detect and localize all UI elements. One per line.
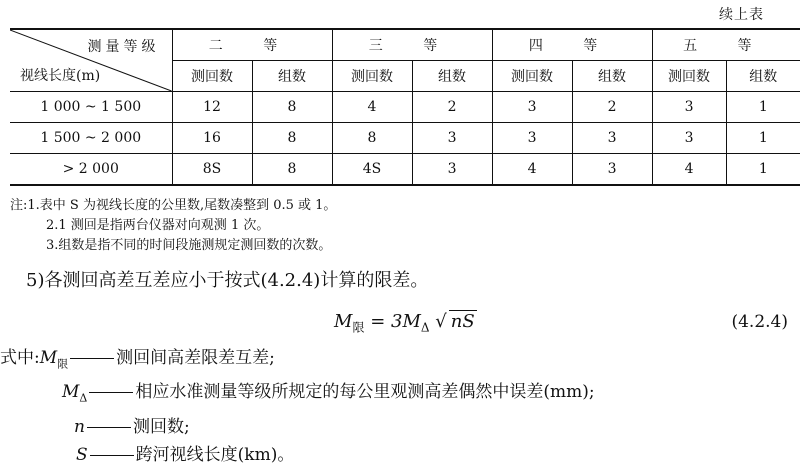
table-cell: 2: [412, 92, 492, 123]
em-dash: [89, 392, 133, 393]
standards-table: [10, 28, 800, 186]
formula-lhs-sub: 限: [352, 320, 365, 335]
sqrt-icon: √: [435, 311, 447, 332]
row-label: 1 500 ~ 2 000: [10, 123, 172, 154]
note-line: 注:1.表中 S 为视线长度的公里数,尾数凑整到 0.5 或 1。: [10, 198, 337, 213]
definition-symbol-sub: Δ: [79, 391, 88, 405]
sub-header-cell: 测回数: [492, 61, 572, 92]
table-cell: 4: [332, 92, 412, 123]
table-cell: 3: [652, 123, 726, 154]
table-cell: 8: [252, 123, 332, 154]
grade-header-3: 三 等: [332, 29, 492, 61]
definition-symbol: M: [62, 382, 80, 403]
grade-header-5: 五 等: [652, 29, 800, 61]
table-cell: 1: [726, 92, 800, 123]
table-cell: 8: [332, 123, 412, 154]
header-survey-grade: 测量等级: [87, 39, 160, 55]
sub-header-cell: 组数: [572, 61, 652, 92]
table-cell: 3: [412, 123, 492, 154]
definition-item: [0, 344, 595, 378]
table-cell: 8S: [172, 154, 252, 186]
sqrt-content: nS: [450, 311, 475, 332]
formula-lhs: M: [334, 311, 353, 332]
definition-item: [0, 441, 595, 469]
definition-symbol-sub: 限: [57, 357, 69, 371]
sub-header-cell: 组数: [726, 61, 800, 92]
table-cell: 3: [572, 154, 652, 186]
definition-text: 相应水准测量等级所规定的每公里观测高差偶然中误差(mm);: [135, 382, 595, 403]
definition-text: 测回数;: [132, 416, 190, 437]
table-cell: 1: [726, 123, 800, 154]
definition-item: [0, 378, 595, 412]
em-dash: [87, 427, 131, 428]
table-cell: 2: [572, 92, 652, 123]
definition-text: 测回间高差限差互差;: [116, 348, 275, 368]
table-cell: 3: [492, 92, 572, 123]
table-cell: 12: [172, 92, 252, 123]
table-cell: 3: [652, 92, 726, 123]
table-cell: 1: [726, 154, 800, 186]
table-cell: 8: [252, 92, 332, 123]
definition-symbol: n: [74, 416, 85, 437]
table-cell: 3: [492, 123, 572, 154]
sub-header-cell: 组数: [252, 61, 332, 92]
formula-rhs-sub: Δ: [420, 320, 430, 335]
table-cell: 8: [252, 154, 332, 186]
sub-header-cell: 组数: [412, 61, 492, 92]
note-line: 3.组数是指不同的时间段施测规定测回数的次数。: [46, 238, 332, 253]
em-dash: [70, 358, 114, 359]
definition-symbol: S: [76, 444, 88, 465]
sub-header-cell: 测回数: [652, 61, 726, 92]
grade-header-4: 四 等: [492, 29, 652, 61]
table-cell: 4: [492, 154, 572, 186]
table-notes: [10, 196, 336, 256]
definition-symbol: M: [39, 348, 58, 368]
header-sight-length: 视线长度(m): [20, 68, 101, 84]
table-row: [10, 154, 800, 186]
table-row: [10, 92, 800, 123]
definition-text: 跨河视线长度(km)。: [135, 444, 295, 465]
definition-item: [0, 413, 595, 441]
table-cell: 3: [412, 154, 492, 186]
formula-rhs-coeff: = 3M: [370, 311, 421, 332]
table-cell: 16: [172, 123, 252, 154]
sub-header-cell: 测回数: [332, 61, 412, 92]
grade-header-2: 二 等: [172, 29, 332, 61]
definition-prefix: 式中:: [0, 348, 40, 368]
equation-number: (4.2.4): [731, 312, 788, 332]
note-line: 2.1 测回是指两台仪器对向观测 1 次。: [46, 218, 270, 233]
definitions: [0, 344, 595, 469]
table-cell: 4S: [332, 154, 412, 186]
formula: [334, 310, 477, 336]
continued-label: 续上表: [719, 7, 764, 23]
row-label: 1 000 ~ 1 500: [10, 92, 172, 123]
sub-header-cell: 测回数: [172, 61, 252, 92]
row-label: > 2 000: [10, 154, 172, 186]
em-dash: [90, 455, 134, 456]
table-cell: 4: [652, 154, 726, 186]
diagonal-header-cell: [10, 29, 172, 92]
table-row: [10, 123, 800, 154]
paragraph-5: 5)各测回高差互差应小于按式(4.2.4)计算的限差。: [26, 270, 429, 291]
table-cell: 3: [572, 123, 652, 154]
